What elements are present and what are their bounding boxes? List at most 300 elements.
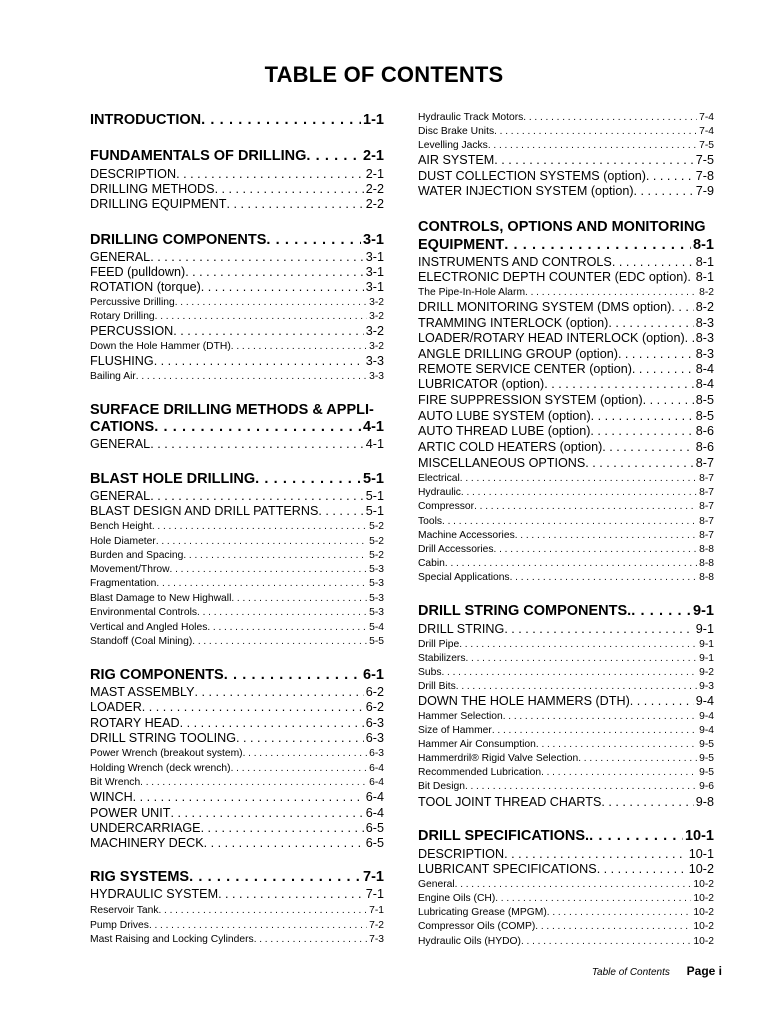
toc-entry[interactable] <box>418 393 714 407</box>
toc-section-heading[interactable] <box>90 471 384 487</box>
dot-leader <box>504 622 693 636</box>
toc-entry[interactable] <box>90 265 384 279</box>
dot-leader <box>152 521 367 532</box>
toc-entry[interactable] <box>418 409 714 423</box>
toc-page-number: 7-2 <box>369 920 384 931</box>
dot-leader <box>204 836 364 850</box>
toc-entry[interactable] <box>90 280 384 294</box>
toc-entry[interactable] <box>418 316 714 330</box>
footer-section-title: Table of Contents <box>591 967 670 978</box>
toc-section-heading[interactable] <box>90 869 384 885</box>
toc-page-number: 3-1 <box>365 265 384 279</box>
dot-leader <box>456 681 697 692</box>
toc-entry-label: Compressor Oils (COMP) <box>418 921 536 932</box>
toc-entry[interactable] <box>418 169 714 183</box>
toc-entry-label: Drill Bits <box>418 681 456 692</box>
toc-page-number: 5-1 <box>365 489 384 503</box>
toc-entry-label: PERCUSSION <box>90 324 174 338</box>
dot-leader <box>154 354 364 368</box>
toc-entry[interactable] <box>418 639 714 650</box>
toc-entry-label: FLUSHING <box>90 354 154 368</box>
toc-entry-label: TOOL JOINT THREAD CHARTS <box>418 795 602 809</box>
toc-entry-label: ROTARY HEAD <box>90 716 180 730</box>
toc-entry[interactable] <box>418 681 714 692</box>
toc-entry[interactable] <box>418 936 714 947</box>
toc-entry[interactable] <box>418 112 714 123</box>
toc-entry[interactable] <box>418 781 714 792</box>
toc-entry[interactable] <box>90 748 384 759</box>
toc-entry-label: Rotary Drilling <box>90 311 155 322</box>
toc-entry[interactable] <box>418 516 714 527</box>
toc-entry-label: Bench Height <box>90 521 152 532</box>
dot-leader <box>142 700 364 714</box>
toc-page-number: 6-3 <box>365 731 384 745</box>
toc-entry[interactable] <box>90 250 384 264</box>
toc-entry-label: MISCELLANEOUS OPTIONS <box>418 456 586 470</box>
dot-leader <box>231 763 368 774</box>
toc-entry[interactable] <box>90 887 384 901</box>
toc-entry[interactable] <box>418 473 714 484</box>
toc-page-number: 8-7 <box>699 516 714 527</box>
dot-leader <box>243 748 368 759</box>
toc-entry-label: Tools <box>418 516 443 527</box>
toc-page-number: 2-2 <box>365 197 384 211</box>
toc-entry[interactable] <box>90 489 384 503</box>
toc-entry[interactable] <box>90 550 384 561</box>
toc-entry[interactable] <box>90 821 384 835</box>
toc-entry[interactable] <box>418 153 714 167</box>
toc-entry[interactable] <box>90 593 384 604</box>
dot-leader <box>195 685 364 699</box>
toc-entry[interactable] <box>418 544 714 555</box>
toc-entry[interactable] <box>418 622 714 636</box>
toc-entry[interactable] <box>90 536 384 547</box>
toc-page-number: 10-2 <box>693 893 714 904</box>
toc-entry-label: Burden and Spacing <box>90 550 184 561</box>
toc-entry[interactable] <box>418 347 714 361</box>
toc-section-heading[interactable] <box>90 667 384 683</box>
page-footer <box>592 964 722 978</box>
toc-entry[interactable] <box>90 731 384 745</box>
dot-leader <box>510 572 698 583</box>
toc-page-number: 8-3 <box>695 331 714 345</box>
toc-page-number: 5-2 <box>369 550 384 561</box>
toc-page-number: 9-5 <box>699 767 714 778</box>
dot-leader <box>466 653 698 664</box>
dot-leader <box>236 731 364 745</box>
toc-entry-label: The Pipe-In-Hole Alarm <box>418 287 526 298</box>
toc-entry[interactable] <box>418 501 714 512</box>
toc-entry[interactable] <box>418 711 714 722</box>
toc-entry-label: Reservoir Tank <box>90 905 159 916</box>
toc-entry[interactable] <box>90 607 384 618</box>
toc-page-number: 6-4 <box>369 777 384 788</box>
dot-leader <box>630 694 694 708</box>
toc-entry-label: DUST COLLECTION SYSTEMS (option) <box>418 169 646 183</box>
dot-leader <box>494 153 694 167</box>
toc-entry[interactable] <box>90 905 384 916</box>
toc-entry[interactable] <box>418 907 714 918</box>
toc-entry-label: MAST ASSEMBLY <box>90 685 195 699</box>
toc-entry[interactable] <box>90 197 384 211</box>
toc-entry[interactable] <box>90 622 384 633</box>
toc-entry[interactable] <box>418 377 714 391</box>
dot-leader <box>488 140 697 151</box>
dot-leader <box>536 739 697 750</box>
toc-entry[interactable] <box>90 167 384 181</box>
toc-page-number: 7-1 <box>363 869 384 885</box>
toc-entry-label: DRILLING COMPONENTS <box>90 232 267 248</box>
toc-entry-label: LUBRICATOR (option) <box>418 377 545 391</box>
dot-leader <box>685 331 694 345</box>
dot-leader <box>201 821 364 835</box>
dot-leader <box>136 371 367 382</box>
toc-entry-label: General <box>418 879 455 890</box>
toc-page-number: 8-4 <box>695 377 714 391</box>
toc-page-number: 5-4 <box>369 622 384 633</box>
dot-leader <box>495 893 691 904</box>
toc-entry[interactable] <box>90 578 384 589</box>
toc-page-number: 10-2 <box>693 879 714 890</box>
toc-entry-label: POWER UNIT <box>90 806 171 820</box>
toc-entry[interactable] <box>418 862 714 876</box>
dot-leader <box>590 424 693 438</box>
dot-leader <box>185 265 364 279</box>
toc-page-number: 10-2 <box>693 936 714 947</box>
toc-page-number: 9-6 <box>699 781 714 792</box>
toc-entry[interactable] <box>90 341 384 352</box>
toc-entry[interactable] <box>418 456 714 470</box>
dot-leader <box>155 311 367 322</box>
toc-entry-label: Hydraulic Track Motors <box>418 112 524 123</box>
toc-entry-label: Hydraulic Oils (HYDO) <box>418 936 521 947</box>
dot-leader <box>597 862 687 876</box>
toc-entry[interactable] <box>418 255 714 269</box>
dot-leader <box>547 907 692 918</box>
toc-section-heading[interactable] <box>418 603 714 619</box>
toc-entry-label: DRILL MONITORING SYSTEM (DMS option) <box>418 300 672 314</box>
toc-entry[interactable] <box>90 836 384 850</box>
toc-entry[interactable] <box>418 572 714 583</box>
toc-page-number: 6-4 <box>365 790 384 804</box>
toc-entry[interactable] <box>418 126 714 137</box>
dot-leader <box>465 781 697 792</box>
toc-page-number: 7-4 <box>699 126 714 137</box>
toc-page-number: 8-7 <box>695 456 714 470</box>
toc-page-number: 8-8 <box>699 572 714 583</box>
dot-leader <box>492 725 697 736</box>
dot-leader <box>494 126 697 137</box>
toc-entry[interactable] <box>90 521 384 532</box>
toc-page-number: 10-2 <box>693 907 714 918</box>
dot-leader <box>632 362 694 376</box>
toc-entry[interactable] <box>90 297 384 308</box>
toc-entry[interactable] <box>418 530 714 541</box>
toc-entry-label: Hammer Air Consumption <box>418 739 536 750</box>
toc-entry[interactable] <box>90 934 384 945</box>
toc-page-number: 7-5 <box>695 153 714 167</box>
toc-entry[interactable] <box>418 270 714 284</box>
toc-page-number: 5-1 <box>365 504 384 518</box>
toc-entry-label: Hydraulic <box>418 487 461 498</box>
toc-entry-label: Vertical and Angled Holes <box>90 622 208 633</box>
toc-entry-label: SURFACE DRILLING METHODS & APPLI- <box>90 402 374 418</box>
toc-entry[interactable] <box>418 424 714 438</box>
toc-entry-label: AIR SYSTEM <box>418 153 495 167</box>
toc-page-number: 8-7 <box>699 530 714 541</box>
dot-leader <box>183 550 367 561</box>
toc-entry-label: GENERAL <box>90 250 151 264</box>
toc-page-number: 9-8 <box>695 795 714 809</box>
toc-page-number: 8-5 <box>695 409 714 423</box>
toc-page-number: 9-1 <box>699 653 714 664</box>
toc-entry[interactable] <box>90 182 384 196</box>
toc-entry-label: INTRODUCTION <box>90 112 202 128</box>
toc-page-number: 3-1 <box>365 250 384 264</box>
toc-entry[interactable] <box>90 700 384 714</box>
dot-leader <box>601 795 693 809</box>
toc-entry[interactable] <box>90 763 384 774</box>
toc-page-number: 8-8 <box>699 558 714 569</box>
dot-leader <box>192 636 367 647</box>
dot-leader <box>156 578 367 589</box>
toc-entry-label: ANGLE DRILLING GROUP (option) <box>418 347 618 361</box>
dot-leader <box>306 148 361 164</box>
toc-page-number: 5-2 <box>369 536 384 547</box>
page-title: TABLE OF CONTENTS <box>264 62 504 87</box>
toc-entry-label: FEED (pulldown) <box>90 265 186 279</box>
toc-page-number: 3-2 <box>369 297 384 308</box>
toc-entry-label: Pump Drives <box>90 920 149 931</box>
dot-leader <box>180 716 364 730</box>
dot-leader <box>170 564 368 575</box>
toc-entry[interactable] <box>90 716 384 730</box>
toc-section-heading[interactable] <box>90 112 384 128</box>
dot-leader <box>175 297 367 308</box>
toc-page-number: 10-1 <box>684 828 714 844</box>
toc-page-number: 8-6 <box>695 440 714 454</box>
toc-page-number: 7-5 <box>699 140 714 151</box>
toc-entry[interactable] <box>90 636 384 647</box>
dot-leader <box>254 934 367 945</box>
dot-leader <box>215 182 364 196</box>
toc-page-number: 8-5 <box>695 393 714 407</box>
toc-entry-label: Down the Hole Hammer (DTH) <box>90 341 231 352</box>
toc-entry-label: UNDERCARRIAGE <box>90 821 201 835</box>
toc-entry[interactable] <box>90 354 384 368</box>
toc-page-number: 6-4 <box>369 763 384 774</box>
toc-page-number: 10-2 <box>688 862 714 876</box>
toc-page-number: 9-4 <box>695 694 714 708</box>
toc-section-heading[interactable] <box>418 828 714 844</box>
toc-entry-label: EQUIPMENT <box>418 237 505 253</box>
toc-entry[interactable] <box>418 879 714 890</box>
dot-leader <box>521 936 691 947</box>
toc-entry[interactable] <box>418 725 714 736</box>
toc-entry-label: Standoff (Coal Mining) <box>90 636 193 647</box>
toc-section-heading[interactable] <box>418 219 714 235</box>
toc-entry-label: FUNDAMENTALS OF DRILLING <box>90 148 307 164</box>
toc-entry-label: BLAST HOLE DRILLING <box>90 471 256 487</box>
dot-leader <box>535 921 691 932</box>
dot-leader <box>634 184 694 198</box>
toc-entry[interactable] <box>90 504 384 518</box>
dot-leader <box>504 237 691 253</box>
toc-entry[interactable] <box>90 777 384 788</box>
dot-leader <box>201 112 361 128</box>
toc-entry[interactable] <box>90 437 384 451</box>
dot-leader <box>442 516 697 527</box>
toc-entry-label: LUBRICANT SPECIFICATIONS <box>418 862 597 876</box>
toc-section-heading[interactable] <box>90 232 384 248</box>
toc-entry[interactable] <box>418 362 714 376</box>
dot-leader <box>218 887 364 901</box>
toc-entry-label: RIG SYSTEMS <box>90 869 190 885</box>
toc-page-number: 10-1 <box>688 847 714 861</box>
dot-leader <box>631 603 691 619</box>
toc-entry-label: Mast Raising and Locking Cylinders <box>90 934 254 945</box>
toc-entry[interactable] <box>418 667 714 678</box>
toc-section-heading[interactable] <box>90 402 384 418</box>
toc-entry[interactable] <box>418 558 714 569</box>
toc-entry-label: HYDRAULIC SYSTEM <box>90 887 219 901</box>
toc-page-number: 5-3 <box>369 607 384 618</box>
toc-entry-label: WATER INJECTION SYSTEM (option) <box>418 184 634 198</box>
dot-leader <box>460 473 697 484</box>
toc-page-number: 6-3 <box>365 716 384 730</box>
toc-entry-label: AUTO LUBE SYSTEM (option) <box>418 409 591 423</box>
toc-entry-label: Percussive Drilling <box>90 297 175 308</box>
dot-leader <box>140 777 367 788</box>
toc-entry-label: Movement/Throw <box>90 564 170 575</box>
toc-entry-label: CONTROLS, OPTIONS AND MONITORING <box>418 219 706 235</box>
dot-leader <box>523 112 697 123</box>
dot-leader <box>585 456 694 470</box>
toc-page-number: 6-1 <box>363 667 384 683</box>
toc-entry-label: Power Wrench (breakout system) <box>90 748 243 759</box>
toc-entry[interactable] <box>418 440 714 454</box>
dot-leader <box>149 920 367 931</box>
toc-entry[interactable] <box>418 847 714 861</box>
toc-page-number: 4-1 <box>363 419 384 435</box>
toc-page-number: 7-1 <box>365 887 384 901</box>
toc-page-number: 8-7 <box>699 487 714 498</box>
toc-page-number: 4-1 <box>365 437 384 451</box>
toc-entry[interactable] <box>418 767 714 778</box>
toc-entry-label: GENERAL <box>90 489 151 503</box>
toc-page-number: 7-1 <box>369 905 384 916</box>
toc-entry[interactable] <box>418 653 714 664</box>
toc-page-number: 6-2 <box>365 700 384 714</box>
toc-entry-label: RIG COMPONENTS <box>90 667 224 683</box>
dot-leader <box>602 440 694 454</box>
dot-leader <box>515 530 697 541</box>
toc-page-number: 6-5 <box>365 821 384 835</box>
toc-entry[interactable] <box>90 685 384 699</box>
toc-entry-label: Hammerdril® Rigid Valve Selection <box>418 753 579 764</box>
dot-leader <box>474 501 697 512</box>
dot-leader <box>266 232 361 248</box>
toc-entry[interactable] <box>418 300 714 314</box>
toc-entry-label: Bit Design <box>418 781 465 792</box>
toc-entry[interactable] <box>90 324 384 338</box>
dot-leader <box>176 167 364 181</box>
toc-entry-label: Bit Wrench <box>90 777 141 788</box>
toc-page-number: 8-6 <box>695 424 714 438</box>
toc-section-heading[interactable] <box>90 148 384 164</box>
toc-entry-label: DRILL SPECIFICATIONS. <box>418 828 590 844</box>
toc-page-number: 2-1 <box>365 167 384 181</box>
toc-page-number: 5-1 <box>363 471 384 487</box>
toc-entry[interactable] <box>418 893 714 904</box>
dot-leader <box>608 316 693 330</box>
toc-entry-label: FIRE SUPPRESSION SYSTEM (option) <box>418 393 643 407</box>
toc-entry-label: CATIONS <box>90 419 155 435</box>
dot-leader <box>589 828 683 844</box>
toc-entry[interactable] <box>90 920 384 931</box>
dot-leader <box>503 711 697 722</box>
toc-entry[interactable] <box>418 921 714 932</box>
toc-entry-label: DRILL STRING TOOLING <box>90 731 237 745</box>
toc-page-number: 3-1 <box>365 280 384 294</box>
toc-page-number: 5-5 <box>369 636 384 647</box>
toc-entry[interactable] <box>418 331 714 345</box>
toc-entry-label: Engine Oils (CH) <box>418 893 496 904</box>
toc-section-heading[interactable] <box>418 237 714 253</box>
toc-entry-label: DRILL STRING COMPONENTS. <box>418 603 632 619</box>
toc-entry-label: AUTO THREAD LUBE (option) <box>418 424 591 438</box>
toc-entry-label: Blast Damage to New Highwall <box>90 593 232 604</box>
dot-leader <box>226 197 363 211</box>
dot-leader <box>158 905 367 916</box>
toc-entry[interactable] <box>90 790 384 804</box>
toc-page-number: 6-4 <box>365 806 384 820</box>
toc-section-heading[interactable] <box>90 419 384 435</box>
toc-entry[interactable] <box>418 795 714 809</box>
toc-entry-label: ROTATION (torque) <box>90 280 201 294</box>
toc-page-number: 2-2 <box>365 182 384 196</box>
toc-entry[interactable] <box>418 739 714 750</box>
dot-leader <box>170 806 363 820</box>
toc-page-number: 6-5 <box>365 836 384 850</box>
dot-leader <box>197 607 367 618</box>
toc-entry[interactable] <box>418 694 714 708</box>
toc-entry-label: REMOTE SERVICE CENTER (option) <box>418 362 632 376</box>
toc-entry-label: Cabin <box>418 558 445 569</box>
toc-entry[interactable] <box>90 311 384 322</box>
toc-entry[interactable] <box>418 487 714 498</box>
toc-entry[interactable] <box>418 184 714 198</box>
toc-page-number: 5-2 <box>369 521 384 532</box>
toc-page-number: 8-4 <box>695 362 714 376</box>
toc-page-number: 9-5 <box>699 739 714 750</box>
toc-entry[interactable] <box>418 140 714 151</box>
toc-entry-label: Fragmentation <box>90 578 157 589</box>
toc-entry-label: DRILLING EQUIPMENT <box>90 197 227 211</box>
toc-entry[interactable] <box>418 753 714 764</box>
toc-entry[interactable] <box>90 806 384 820</box>
toc-entry-label: LOADER/ROTARY HEAD INTERLOCK (option) <box>418 331 685 345</box>
toc-entry[interactable] <box>418 287 714 298</box>
toc-entry-label: DESCRIPTION <box>90 167 177 181</box>
toc-page-number: 8-7 <box>699 473 714 484</box>
toc-entry-label: DOWN THE HOLE HAMMERS (DTH) <box>418 694 630 708</box>
toc-page-number: 7-4 <box>699 112 714 123</box>
toc-entry-label: MACHINERY DECK <box>90 836 204 850</box>
dot-leader <box>150 437 364 451</box>
toc-entry[interactable] <box>90 564 384 575</box>
toc-entry[interactable] <box>90 371 384 382</box>
